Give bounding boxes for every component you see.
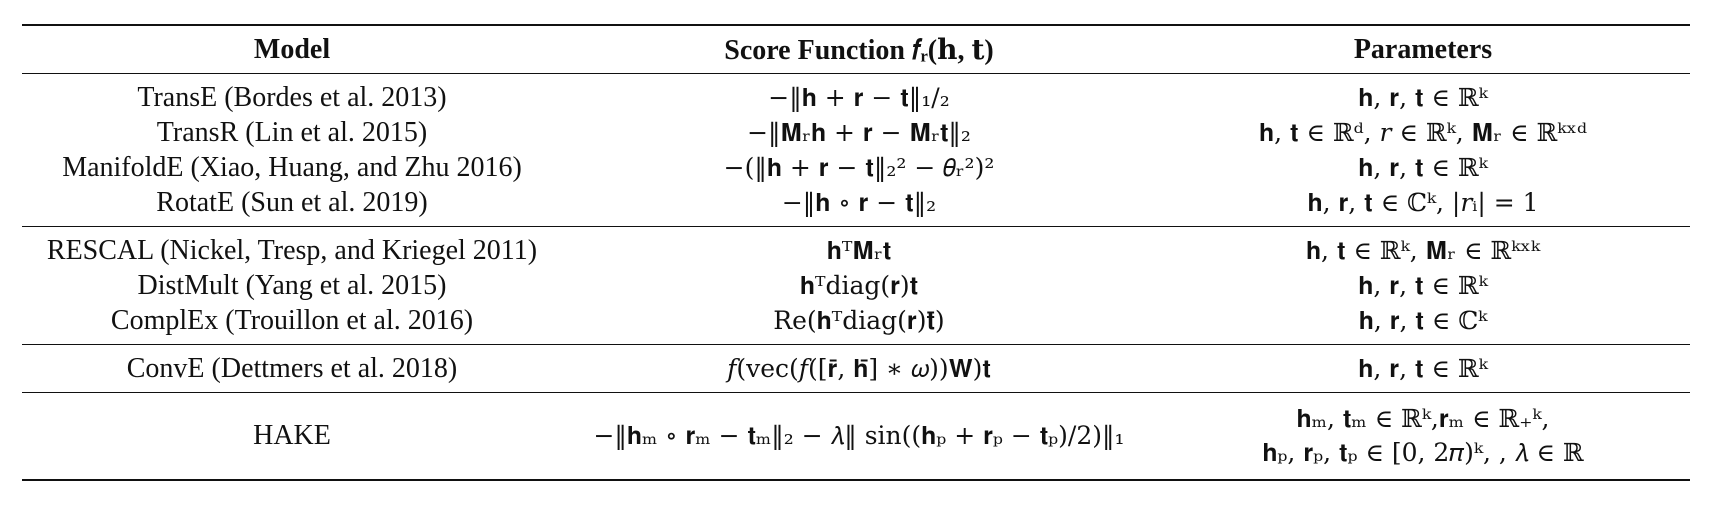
group-bilinear-models bbox=[22, 227, 1690, 345]
model-cell: ManifoldE (Xiao, Huang, and Zhu 2016) bbox=[62, 151, 522, 183]
params-cell: 𝐡, 𝐭 ∈ ℝᵏ, 𝐌ᵣ ∈ ℝᵏˣᵏ bbox=[1305, 235, 1541, 265]
score-cell: Re(𝐡ᵀdiag(𝐫)𝐭̄) bbox=[773, 305, 945, 335]
table-row bbox=[22, 268, 1690, 303]
model-cell: ComplEx (Trouillon et al. 2016) bbox=[110, 304, 474, 336]
table-row bbox=[22, 115, 1690, 150]
score-cell: −‖𝐡 ∘ 𝐫 − 𝐭‖₂ bbox=[781, 187, 937, 217]
params-cell: 𝐡, 𝐫, 𝐭 ∈ ℂᵏ, |𝑟ᵢ| = 1 bbox=[1307, 187, 1539, 217]
header-parameters: Parameters bbox=[1353, 33, 1493, 65]
params-cell: 𝐡, 𝐭 ∈ ℝᵈ, 𝑟 ∈ ℝᵏ, 𝐌ᵣ ∈ ℝᵏˣᵈ bbox=[1259, 117, 1587, 147]
table-row bbox=[22, 227, 1690, 269]
score-cell: −‖𝐌ᵣ𝐡 + 𝐫 − 𝐌ᵣ𝐭‖₂ bbox=[747, 117, 971, 147]
params-cell: 𝐡, 𝐫, 𝐭 ∈ ℝᵏ bbox=[1358, 353, 1488, 383]
params-cell bbox=[1156, 393, 1690, 481]
header-score-function: Score Function 𝑓ᵣ(𝐡, 𝐭) bbox=[724, 34, 994, 66]
score-cell: −(‖𝐡 + 𝐫 − 𝐭‖₂² − 𝜃ᵣ²)² bbox=[723, 152, 995, 182]
score-cell: −‖𝐡 + 𝐫 − 𝐭‖₁/₂ bbox=[768, 82, 950, 112]
model-cell: TransE (Bordes et al. 2013) bbox=[137, 81, 447, 113]
score-cell: 𝐡ᵀdiag(𝐫)𝐭 bbox=[799, 270, 919, 300]
header-model: Model bbox=[253, 33, 331, 65]
score-cell: 𝐡ᵀ𝐌ᵣ𝐭 bbox=[826, 235, 892, 265]
params-line-phase: 𝐡ₚ, 𝐫ₚ, 𝐭ₚ ∈ [0, 2𝜋)ᵏ, , 𝜆 ∈ ℝ bbox=[1262, 438, 1584, 467]
params-cell: 𝐡, 𝐫, 𝐭 ∈ ℝᵏ bbox=[1358, 152, 1488, 182]
params-cell: 𝐡, 𝐫, 𝐭 ∈ ℂᵏ bbox=[1358, 305, 1488, 335]
model-cell: RESCAL (Nickel, Tresp, and Kriegel 2011) bbox=[46, 234, 538, 266]
table-row bbox=[22, 74, 1690, 116]
model-cell: HAKE bbox=[253, 420, 331, 451]
group-distance-models bbox=[22, 74, 1690, 227]
table-row bbox=[22, 303, 1690, 345]
group-neural-models bbox=[22, 345, 1690, 393]
model-cell: RotatE (Sun et al. 2019) bbox=[156, 186, 428, 218]
model-comparison-table bbox=[22, 24, 1690, 481]
params-cell: 𝐡, 𝐫, 𝐭 ∈ ℝᵏ bbox=[1358, 82, 1488, 112]
params-line-modulus: 𝐡ₘ, 𝐭ₘ ∈ ℝᵏ,𝐫ₘ ∈ ℝ₊ᵏ, bbox=[1296, 404, 1550, 433]
model-cell: ConvE (Dettmers et al. 2018) bbox=[126, 352, 458, 384]
table-row bbox=[22, 345, 1690, 393]
model-cell: TransR (Lin et al. 2015) bbox=[156, 116, 428, 148]
header-row bbox=[22, 25, 1690, 74]
table-row bbox=[22, 393, 1690, 481]
table-row bbox=[22, 150, 1690, 185]
model-cell: DistMult (Yang et al. 2015) bbox=[137, 269, 447, 301]
score-cell: 𝑓(vec(𝑓([𝐫̄, 𝐡̄] ∗ 𝜔))𝐖)𝐭 bbox=[727, 353, 991, 383]
group-proposed-model bbox=[22, 393, 1690, 481]
score-cell: −‖𝐡ₘ ∘ 𝐫ₘ − 𝐭ₘ‖₂ − 𝜆‖ sin((𝐡ₚ + 𝐫ₚ − 𝐭ₚ)/2)‖₁ bbox=[593, 421, 1125, 450]
table-header bbox=[22, 25, 1690, 74]
model-comparison-table-container bbox=[22, 24, 1690, 481]
table-row bbox=[22, 185, 1690, 227]
params-cell: 𝐡, 𝐫, 𝐭 ∈ ℝᵏ bbox=[1358, 270, 1488, 300]
